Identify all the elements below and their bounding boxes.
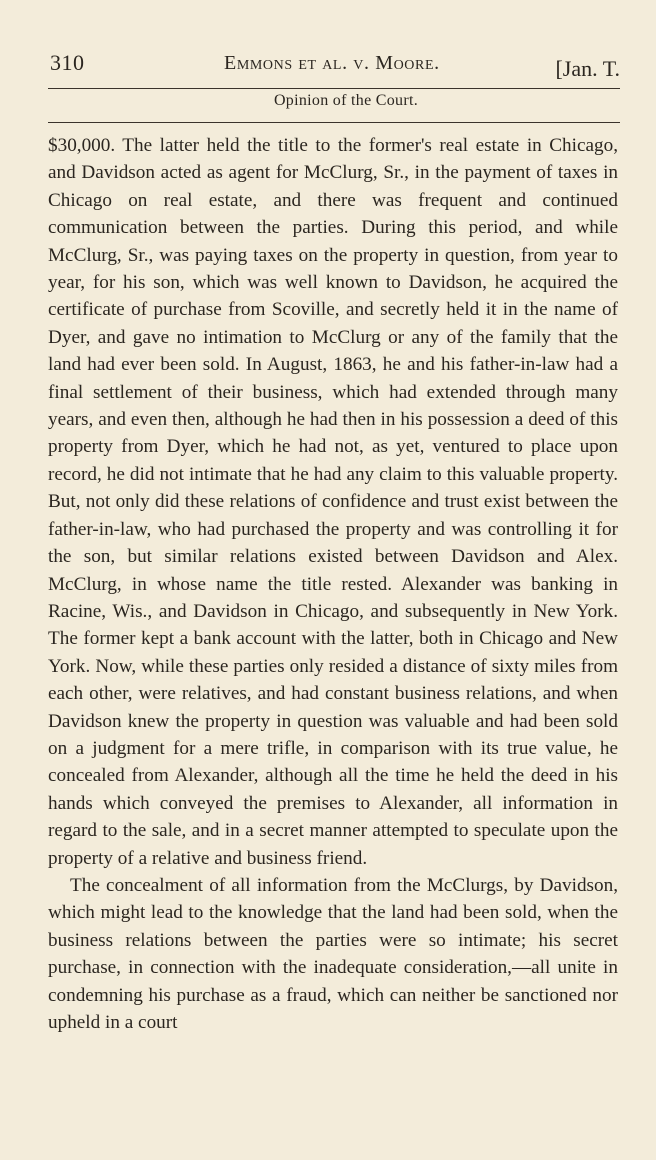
paragraph: The concealment of all information from the McClurgs, by Davidson, which might lead to the knowledge that the land had been sold, when the business relations between the parties were so intimate; his secret purchase, in connection with the inadequate consideration,—all unite in condemning his purchase as a fraud, which can neither be sanctioned nor upheld in a court bbox=[48, 874, 618, 1033]
running-head bbox=[50, 46, 620, 86]
page-number: 310 bbox=[50, 50, 85, 75]
case-title: Emmons et al. v. Moore. bbox=[224, 52, 440, 74]
opinion-body bbox=[48, 132, 618, 1036]
term-label: [Jan. T. bbox=[555, 56, 620, 81]
header-rule-top bbox=[48, 88, 620, 89]
paragraph: $30,000. The latter held the title to the former's real estate in Chicago, and Davidson acted as agent for McClurg, Sr., in the payment of taxes in Chicago on real estate, and there was frequent and continued communication between the parties. During this period, and while McClurg, Sr., was paying taxes on the property in question, from year to year, for his son, which was well known to Davidson, he acquired the certificate of purchase from Scoville, and secretly held it in the name of Dyer, and gave no intimation to McClurg or any of the family that the land had ever been sold. In August, 1863, he and his father-in-law had a final settlement of their business, which had extended through many years, and even then, although he had then in his possession a deed of this property from Dyer, which he had not, as yet, ventured to place upon record, he did not intimate that he had any claim to this valuable property. But, not only did these relations of confidence and trust exist between the father-in-law, who had purchased the property and was controlling it for the son, but similar relations existed between Davidson and Alex. McClurg, in whose name the title rested. Alexander was banking in Racine, Wis., and Davidson in Chicago, and subsequently in New York. The former kept a bank account with the latter, both in Chicago and New York. Now, while these parties only resided a distance of sixty miles from each other, were relatives, and had constant business relations, and when Davidson knew the property in question was valuable and had been sold on a judgment for a mere trifle, in comparison with its true value, he concealed from Alexander, although all the time he held the deed in his hands which conveyed the premises to Alexander, all information in regard to the sale, and in a secret manner attempted to speculate upon the property of a relative and business friend. bbox=[48, 135, 618, 869]
section-subheading: Opinion of the Court. bbox=[273, 92, 419, 109]
header-rule-bottom bbox=[48, 122, 620, 123]
